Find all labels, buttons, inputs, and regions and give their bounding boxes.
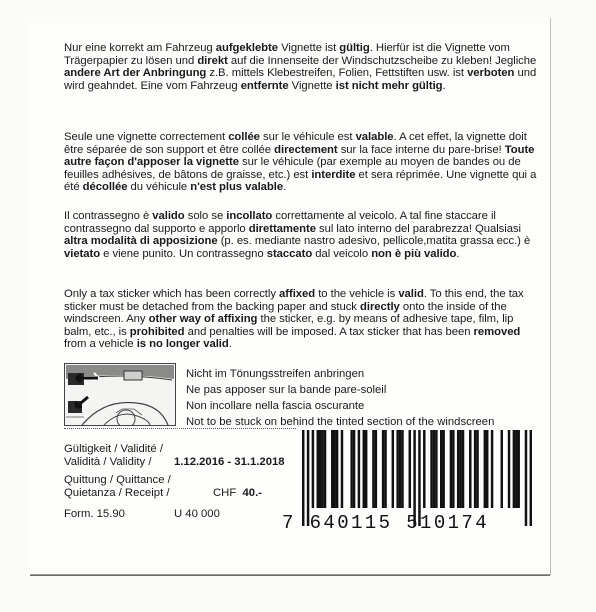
text-run: onto the inside of the windscreen. Any bbox=[64, 300, 507, 326]
emphasis-run: is no longer valid bbox=[136, 338, 229, 351]
barcode-bar bbox=[486, 430, 488, 508]
barcode-bar bbox=[501, 430, 503, 508]
emphasis-run: gültig bbox=[339, 42, 370, 54]
emphasis-run: collée bbox=[228, 131, 260, 143]
text-run: und wird geahndet. Eine vom Fahrzeug bbox=[64, 67, 537, 92]
text-run: z.B. mittels Klebestreifen, Folien, Fettstiften usw. ist bbox=[206, 67, 468, 80]
barcode-bar bbox=[484, 430, 486, 508]
barcode-bar bbox=[491, 430, 493, 508]
text-run: and penalties will be imposed. A tax sticker that has been bbox=[184, 325, 474, 338]
bottom-divider bbox=[30, 575, 550, 576]
barcode-bar bbox=[336, 430, 338, 508]
barcode-bar bbox=[469, 430, 471, 508]
price-amount: 40.- bbox=[242, 487, 262, 499]
text-run: . bbox=[228, 338, 232, 351]
receipt-label-line-1: Quittung / Quittance / bbox=[64, 474, 171, 486]
validity-dates: 1.12.2016 - 31.1.2018 bbox=[174, 456, 285, 468]
text-run: Only a tax sticker which has been correctly bbox=[64, 288, 280, 300]
barcode-bar bbox=[423, 430, 425, 508]
text-run: Nur eine korrekt am Fahrzeug bbox=[64, 42, 216, 54]
barcode-bar bbox=[324, 430, 326, 508]
text-run: solo se bbox=[184, 210, 227, 222]
barcode-bar bbox=[525, 430, 527, 526]
barcode-bar bbox=[513, 430, 515, 508]
text-run: du véhicule bbox=[127, 181, 191, 194]
barcode-bar bbox=[372, 430, 374, 508]
barcode-bar bbox=[317, 430, 319, 508]
emphasis-run: other way of affixing bbox=[148, 313, 258, 326]
emphasis-run: direttamente bbox=[248, 222, 316, 235]
tint-notice-english: Not to be stuck on behind the tinted section of the windscreen bbox=[186, 416, 495, 428]
barcode-bar bbox=[341, 430, 343, 508]
text-run: sul lato interno del parabrezza! Qualsiasi bbox=[315, 222, 522, 235]
barcode-bar bbox=[396, 430, 398, 508]
tint-notice-german: Nicht im Tönungsstreifen anbringen bbox=[186, 368, 365, 380]
barcode-bar bbox=[440, 430, 442, 508]
barcode-bar bbox=[363, 430, 365, 508]
barcode-bar bbox=[353, 430, 355, 508]
barcode-bar bbox=[331, 430, 333, 508]
text-run: . Hierfür ist die Vignette vom Trägerpapier zu lösen und bbox=[64, 42, 510, 67]
emphasis-run: altra modalità di apposizione bbox=[64, 235, 218, 248]
validity-label-line-1: Gültigkeit / Validité / bbox=[64, 443, 163, 455]
text-run: (p. es. mediante nastro adesivo, pellicole,matita grassa ecc.) è bbox=[217, 235, 531, 248]
price-currency: CHF bbox=[213, 487, 237, 499]
barcode-bar bbox=[462, 430, 464, 508]
emphasis-run: entfernte bbox=[240, 79, 289, 92]
barcode-bar bbox=[515, 430, 517, 508]
emphasis-run: Toute autre façon d'apposer la vignette bbox=[64, 143, 535, 169]
text-run: Vignette bbox=[288, 79, 336, 92]
text-run: sur le véhicule est bbox=[259, 131, 356, 143]
barcode-bar bbox=[435, 430, 437, 508]
text-run: Il contrassegno è bbox=[64, 210, 153, 222]
text-run: . bbox=[283, 181, 287, 194]
tint-notice-french: Ne pas apposer sur la bande pare-soleil bbox=[186, 384, 387, 396]
text-run: et sera réprimée. Une vignette qui a été bbox=[64, 168, 537, 194]
emphasis-run: prohibited bbox=[129, 325, 185, 338]
barcode-bar bbox=[358, 430, 360, 508]
text-run: e viene punito. Un contrassegno bbox=[100, 247, 267, 260]
barcode-bar bbox=[530, 430, 532, 526]
emphasis-run: affixed bbox=[279, 288, 316, 300]
instructions-french bbox=[64, 131, 540, 194]
barcode-bar bbox=[382, 430, 384, 508]
emphasis-run: incollato bbox=[226, 210, 273, 222]
barcode-bar bbox=[312, 430, 314, 508]
emphasis-run: valido bbox=[152, 210, 185, 222]
text-run: from a vehicle bbox=[64, 338, 137, 351]
text-run: correttamente al veicolo. A tal fine staccare il contrassegno dal supporto e apporlo bbox=[64, 210, 496, 235]
emphasis-run: andere Art der Anbringung bbox=[64, 67, 207, 80]
emphasis-run: n'est plus valable bbox=[190, 181, 284, 194]
price bbox=[213, 487, 262, 499]
barcode-bar bbox=[321, 430, 323, 508]
receipt-label-line-2: Quietanza / Receipt / bbox=[64, 487, 170, 499]
barcode-bar bbox=[375, 430, 377, 508]
emphasis-run: interdite bbox=[311, 168, 356, 181]
barcode-bar bbox=[430, 430, 432, 508]
barcode-bar bbox=[350, 430, 352, 508]
barcode-bar bbox=[333, 430, 335, 508]
barcode-digits: 7 640115 510174 bbox=[282, 512, 490, 534]
emphasis-run: vietato bbox=[64, 247, 101, 260]
text-run: to the vehicle is bbox=[315, 288, 399, 300]
barcode-bar bbox=[476, 430, 478, 508]
barcode-bar bbox=[409, 430, 411, 508]
emphasis-run: directement bbox=[274, 143, 338, 156]
windscreen-tint-strip-icon bbox=[64, 363, 176, 426]
barcode-bar bbox=[474, 430, 476, 508]
barcode-bar bbox=[517, 430, 519, 508]
barcode-bar bbox=[401, 430, 403, 508]
text-run: . A cet effet, la vignette doit être séparée de son support et être collée bbox=[64, 131, 527, 156]
barcode-bar bbox=[384, 430, 386, 508]
text-run: . bbox=[442, 79, 446, 92]
emphasis-run: staccato bbox=[266, 247, 313, 260]
barcode-bar bbox=[319, 430, 321, 508]
emphasis-run: directly bbox=[360, 300, 400, 313]
instructions-italian bbox=[64, 210, 540, 260]
validity-label-line-2: Validità / Validity / bbox=[64, 456, 152, 468]
emphasis-run: non è più valido bbox=[371, 247, 457, 260]
text-run: Vignette ist bbox=[277, 42, 340, 54]
barcode-bar bbox=[457, 430, 459, 508]
serial-number: U 40 000 bbox=[174, 508, 220, 520]
barcode-bar bbox=[459, 430, 461, 508]
barcode-bar bbox=[365, 430, 367, 508]
emphasis-run: removed bbox=[473, 325, 521, 338]
barcode-bar bbox=[399, 430, 401, 508]
emphasis-run: direkt bbox=[197, 54, 228, 67]
emphasis-run: valable bbox=[355, 131, 394, 143]
emphasis-run: aufgeklebte bbox=[215, 42, 278, 54]
emphasis-run: décollée bbox=[82, 181, 128, 194]
barcode-bar bbox=[450, 430, 452, 508]
text-run: . bbox=[456, 247, 460, 260]
barcode-bar bbox=[433, 430, 435, 508]
text-run: . To this end, the tax sticker must be detached from the backing paper and stuck bbox=[64, 288, 524, 313]
emphasis-run: ist nicht mehr gültig bbox=[335, 79, 443, 92]
barcode-bar bbox=[392, 430, 394, 508]
tint-strip-notice bbox=[186, 366, 526, 430]
tint-notice-italian: Non incollare nella fascia oscurante bbox=[186, 400, 365, 412]
text-run: auf die Innenseite der Windschutzscheibe zu kleben! Jegliche bbox=[227, 54, 537, 67]
details-divider bbox=[64, 428, 296, 429]
text-run: the sticker, e.g. by means of adhesive tape, film, lip balm, etc., is bbox=[64, 313, 514, 338]
instructions-german bbox=[64, 42, 540, 92]
text-run: Seule une vignette correctement bbox=[64, 131, 229, 143]
form-number: Form. 15.90 bbox=[64, 508, 125, 520]
emphasis-run: verboten bbox=[467, 67, 515, 80]
text-run: sur la face interne du pare-brise! bbox=[337, 143, 505, 156]
text-run: dal veicolo bbox=[312, 247, 372, 260]
emphasis-run: valid bbox=[398, 288, 424, 300]
barcode-bar bbox=[442, 430, 444, 508]
instructions-english bbox=[64, 288, 540, 351]
text-run: sur le véhicule (par exemple au moyen de bandes ou de feuilles adhésives, de bâtons de graisse, etc.) est bbox=[64, 156, 521, 181]
barcode-bar bbox=[452, 430, 454, 508]
barcode-bar bbox=[508, 430, 510, 508]
